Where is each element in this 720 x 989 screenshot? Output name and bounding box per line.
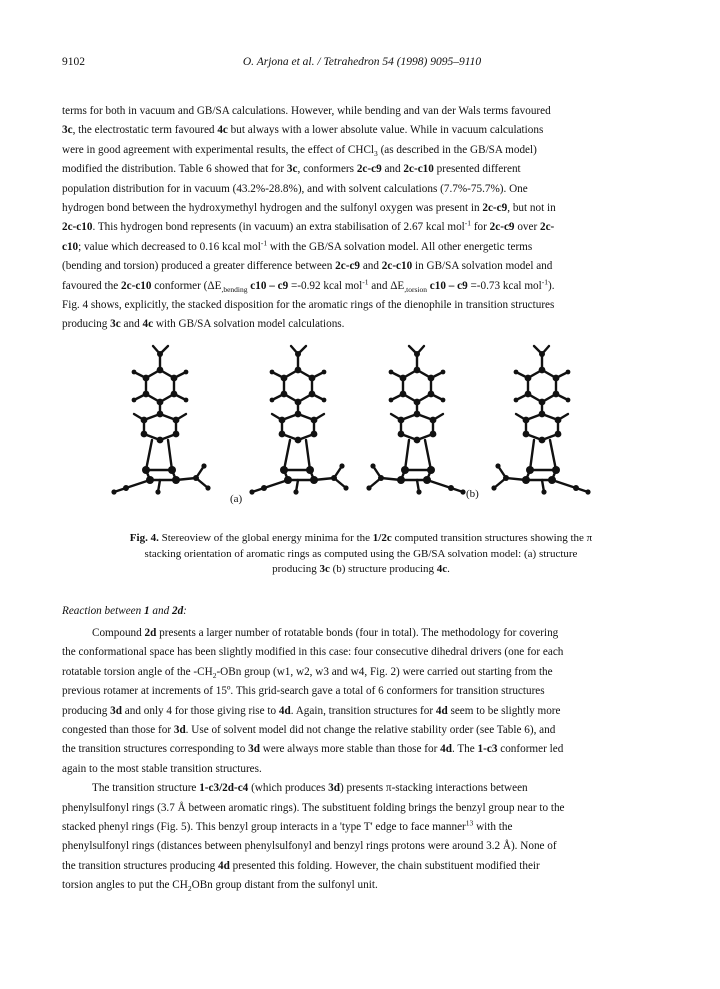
text-line: producing 3d and only 4 for those giving rise to 4d. Again, transition structures for 4d seem to be slightly more: [62, 704, 561, 717]
text-line: were in good agreement with experimental results, the effect of CHCl$_3$ (as described in the GB/SA model): [62, 143, 537, 159]
caption-line: stacking orientation of aromatic rings as computed using the GB/SA solvation model: (a) structure: [144, 547, 578, 560]
text-line: favoured the 2c-c10 conformer ($\Delta E_{,bending}$ c10 – c9 =-0.92 kcal mol$^{-1}$ and $\Delta E_{,torsion}$ c10 – c9 =-0.73 kcal mol$^{-1}$).: [62, 276, 555, 294]
page-header: [62, 56, 662, 72]
text-line: again to the most stable transition structures.: [62, 762, 262, 775]
text-line: phenylsulfonyl rings (distances between phenylsulfonyl and benzyl rings protons were around 3.2 Å). None of: [62, 840, 557, 853]
structure-3c-right: [249, 346, 348, 495]
text-line: c10; value which decreased to 0.16 kcal mol$^{-1}$ with the GB/SA solvation model. All other energetic terms: [62, 238, 533, 253]
text-line: terms for both in vacuum and GB/SA calculations. However, while bending and van der Wals terms favoured: [62, 105, 551, 117]
text-line: 2c-c10. This hydrogen bond represents (in vacuum) an extra stabilisation of 2.67 kcal mol$^{-1}$ for 2c-c9 over 2c-: [62, 218, 555, 234]
text-line: 3c, the electrostatic term favoured 4c but always with a lower absolute value. While in vacuum calculations: [62, 124, 544, 137]
caption-line: Fig. 4. Stereoview of the global energy minima for the 1/2c computed transition structures showing the π: [129, 532, 593, 544]
text-line: the transition structures producing 4d presented this folding. However, the chain substituent modified their: [62, 859, 540, 872]
running-title: O. Arjona et al. / Tetrahedron 54 (1998) 9095–9110: [242, 56, 482, 68]
text-line: rotatable torsion angle of the $-CH_2$-OBn group (w1, w2, w3 and w4, Fig. 2) were carried out starting from the: [62, 665, 553, 681]
text-line: the transition structures corresponding to 3d were always more stable than those for 4d. The 1-c3 conformer led: [62, 743, 564, 756]
page-number: 9102: [62, 56, 85, 68]
figure-4-stereoview: [62, 342, 659, 512]
structure-3c-left: [111, 346, 210, 495]
text-line: Fig. 4 shows, explicitly, the stacked disposition for the aromatic rings of the dienophile in transition structures: [62, 299, 555, 312]
text-line: (bending and torsion) produced a greater difference between 2c-c9 and 2c-c10 in GB/SA solvation model and: [62, 260, 553, 273]
text-line: hydrogen bond between the hydroxymethyl hydrogen and the sulfonyl oxygen was present in 2c-c9, but not in: [62, 202, 556, 215]
text-line: modified the distribution. Table 6 showed that for 3c, conformers 2c-c9 and 2c-c10 presented different: [62, 163, 521, 176]
text-line: Compound 2d presents a larger number of rotatable bonds (four in total). The methodology for covering: [92, 627, 559, 639]
text-line: producing 3c and 4c with GB/SA solvation model calculations.: [62, 318, 345, 331]
text-line: phenylsulfonyl rings (3.7 Å between aromatic rings). The substituent folding brings the benzyl group near to the: [62, 801, 565, 814]
section-heading: Reaction between 1 and 2d:: [62, 605, 187, 617]
subfigure-label-b: (b): [466, 488, 479, 500]
text-line: the conformational space has been slightly modified in this case: four consecutive dihedral drivers (one for each: [62, 646, 564, 659]
text-line: The transition structure 1-c3/2d-c4 (which produces 3d) presents π-stacking interactions between: [92, 782, 528, 795]
subfigure-label-a: (a): [230, 493, 243, 505]
structure-4c-right: [491, 346, 590, 495]
text-line: congested than those for 3d. Use of solvent model did not change the relative stability order (see Table 6), and: [62, 724, 556, 737]
figure-caption: [100, 531, 622, 578]
paragraph-results: [62, 102, 659, 335]
text-line: torsion angles to put the $CH_2OBn$ group distant from the sulfonyl unit.: [62, 879, 378, 894]
text-line: population distribution for in vacuum (43.2%-28.8%), and with solvent calculations (7.7%-75.7%). One: [62, 182, 528, 195]
paragraph-reaction-1-2d: [62, 624, 659, 896]
structure-4c-left: [366, 346, 465, 495]
molecular-structures-image: [62, 342, 659, 512]
caption-line: producing 3c (b) structure producing 4c.: [272, 563, 450, 575]
text-line: previous rotamer at increments of 15º. This grid-search gave a total of 6 conformers for transition structures: [62, 685, 545, 698]
text-line: stacked phenyl rings (Fig. 5). This benzyl group interacts in a 'type T' edge to face manner$^{13}$ with the: [62, 818, 513, 834]
